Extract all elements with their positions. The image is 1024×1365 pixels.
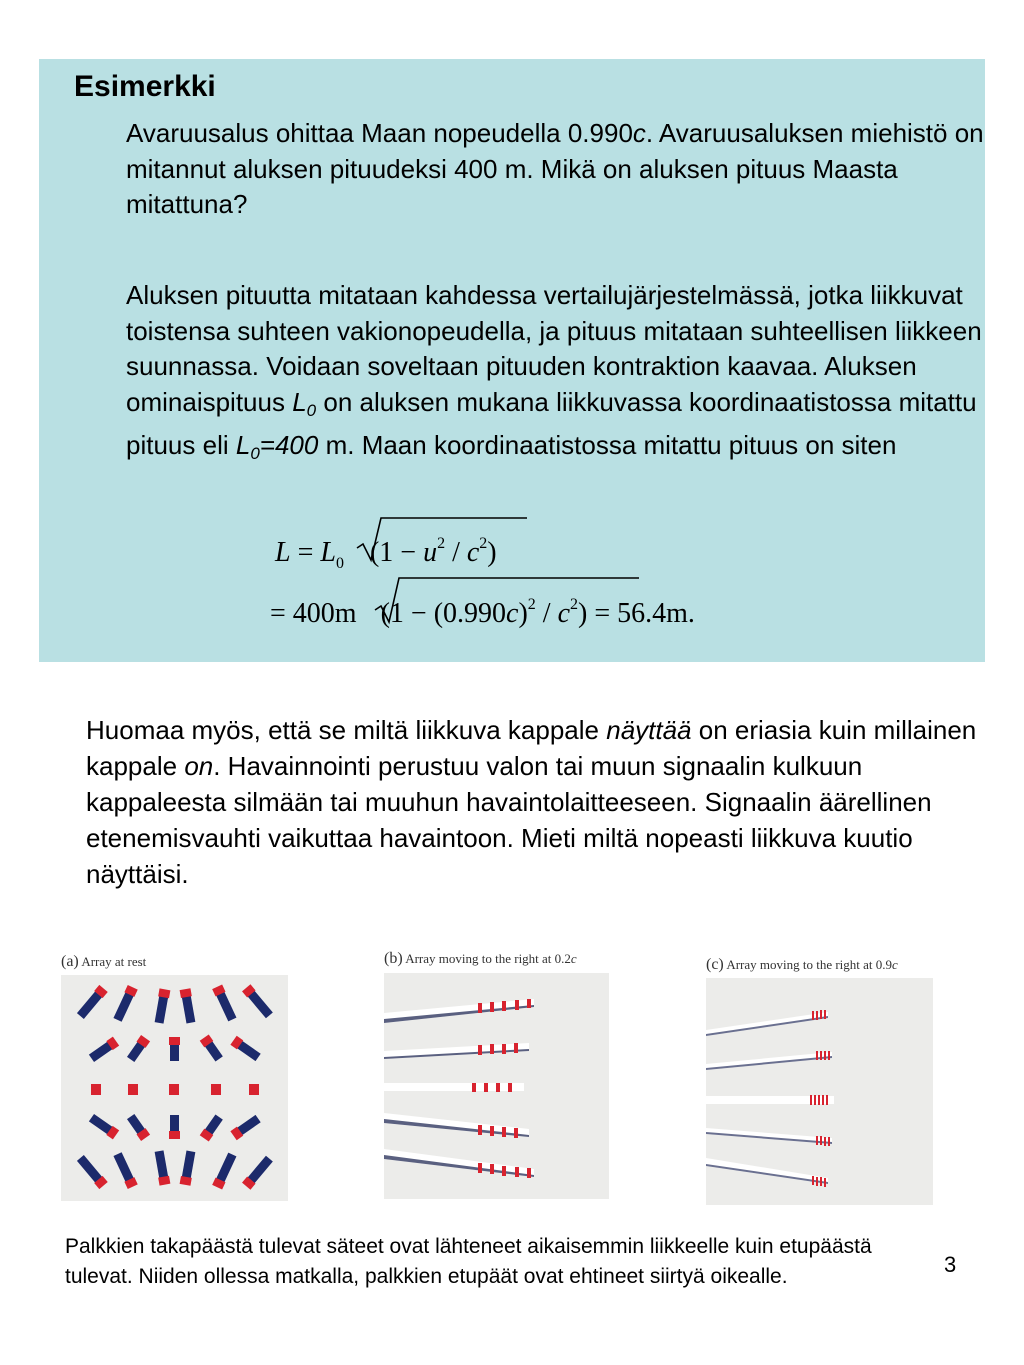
figure-a-label: (a) Array at rest [61,953,147,970]
bar-b-1 [384,999,534,1023]
problem-paragraph: Avaruusalus ohittaa Maan nopeudella 0.990c. Avaruusaluksen miehistö on mitannut aluksen pituudeksi 400 m. Mikä on aluksen pituus Maasta mitattuna? [126,118,984,219]
figure-caption: Palkkien takapäästä tulevat säteet ovat lähteneet aikaisemmin liikkeelle kuin etupäästä tulevat. Niiden ollessa matkalla, palkkien etupäät ovat ehtineet siirtyä oikealle. [65,1235,872,1288]
solution-paragraph: Aluksen pituutta mitataan kahdessa vertailujärjestelmässä, jotka liikkuvat toistensa suhteen vakionopeudella, ja pituus mitataan suhteellisen liikkeen suunnassa. Voidaan soveltaan pituuden kontraktion kaavaa. Aluksen ominaispituus $L_0$ on aluksen mukana liikkuvassa koordinaatistossa mitattu pituus eli $L_0=400$ m. Maan koordinaatistossa mitattu pituus on siten [126,280,982,463]
note-paragraph: Huomaa myös, että se miltä liikkuva kappale näyttää on eriasia kuin millainen kappale on. Havainnointi perustuu valon tai muun signaalin kulkuun kappaleesta silmään tai muuhun havaintolaitteeseen. Signaalin äärellinen etenemisvauhti vaikuttaa havaintoon. Mieti miltä nopeasti liikkuva kuutio näyttäisi. [86,715,977,889]
figure-c-label: (c) Array moving to the right at 0.9c [706,956,898,973]
sqrt-radical-2 [373,574,643,626]
page-number: 3 [944,1252,957,1277]
figure-b-label: (b) Array moving to the right at 0.2c [384,950,577,967]
example-heading: Esimerkki [74,70,216,103]
equation-line-1: $L = L_0$ $(1 - u^2 / c^2)$ [275,535,497,572]
figure-a-image [61,975,288,1201]
figure-c-image [706,978,933,1205]
equation-line-2: = 400m $(1 - (0.990c)^2 / c^2) = 56.4m$. [270,596,695,629]
sqrt-radical-1 [355,514,530,564]
figure-b-image [384,973,609,1199]
